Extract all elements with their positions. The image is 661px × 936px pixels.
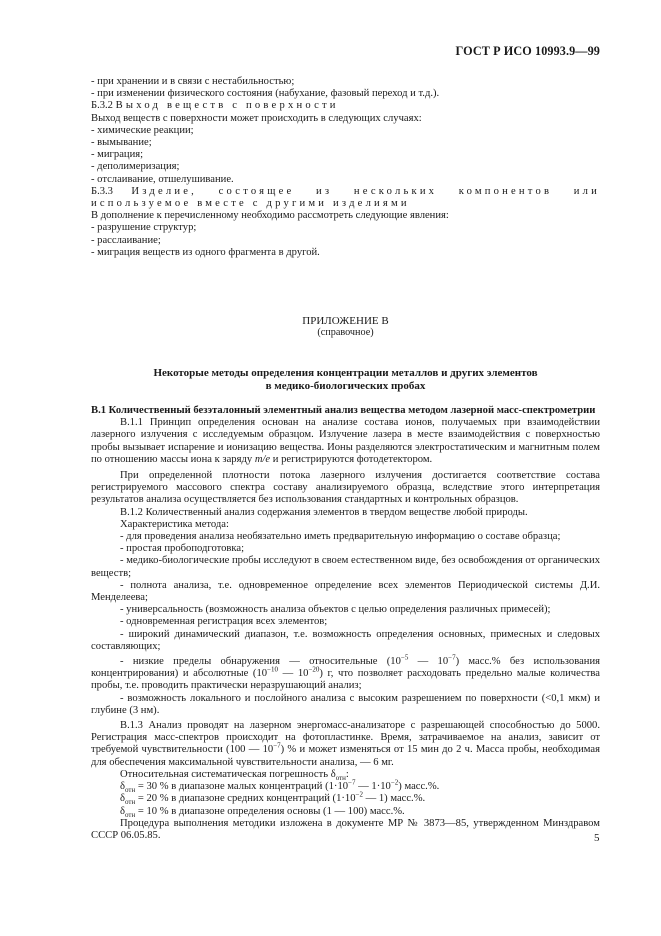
text-run: δ <box>120 793 125 805</box>
list-item: - одновременная регистрация всех элементов; <box>120 616 328 628</box>
list-item: - универсальность (возможность анализа объектов с целью определения различных примесей); <box>120 604 551 616</box>
document-code-header: ГОСТ Р ИСО 10993.9—99 <box>455 44 600 58</box>
text-run: - низкие пределы обнаружения — относительные (10 <box>120 656 401 668</box>
list-item <box>91 653 601 693</box>
exponent: −7 <box>273 741 281 750</box>
appendix-heading-line: в медико-биологических пробах <box>265 379 426 392</box>
paragraph: Характеристика метода: <box>120 518 229 530</box>
list-item: - полнота анализа, т.е. одновременное определение всех элементов Периодической системы Д.И. Менделеева; <box>91 579 600 604</box>
text-run: ) масс.%. <box>398 781 440 793</box>
text-run: = 10 % в диапазоне определения основы (1 — 100) масс.%. <box>135 805 405 817</box>
list-item: - вымывание; <box>91 137 152 149</box>
paragraph: В дополнение к перечисленному необходимо рассмотреть следующие явления: <box>91 210 449 222</box>
list-item: - простая пробоподготовка; <box>120 543 245 555</box>
subsection-b33-heading <box>91 186 600 210</box>
exponent: −20 <box>308 665 320 674</box>
text-run: Относительная систематическая погрешность δ <box>120 768 336 780</box>
text-run: — 10 <box>408 656 449 668</box>
text-run: — 1) масс.%. <box>362 793 426 805</box>
section-b3-continuation <box>91 76 600 259</box>
text-run: : <box>345 768 349 780</box>
formula-me: m/e <box>254 453 271 465</box>
text-run: — 1·10 <box>355 781 391 793</box>
subscript: отн <box>125 786 136 795</box>
list-item: - при изменении физического состояния (набухание, фазовый переход и т.д.). <box>91 88 440 100</box>
paragraph <box>91 769 600 781</box>
list-item: - для проведения анализа необязательно иметь предварительную информацию о составе образца; <box>120 531 561 543</box>
text-run: — 10 <box>278 668 309 680</box>
page-number: 5 <box>594 832 600 844</box>
section-heading: В.1 Количественный безэталонный элементный анализ вещества методом лазерной масс-спектрометрии <box>91 405 596 416</box>
text-run: = 30 % в диапазоне малых концентраций (1·10 <box>135 781 349 793</box>
paragraph <box>91 720 600 769</box>
list-item: - расслаивание; <box>91 234 161 246</box>
error-line <box>91 806 600 818</box>
text-run: = 20 % в диапазоне средних концентраций (1·10 <box>135 793 356 805</box>
subsection-number: Б.3.2 <box>91 100 113 112</box>
list-item: - возможность локального и послойного анализа с высоким разрешением по поверхности (<0,1 мкм) и глубине (3 нм). <box>91 692 600 716</box>
text-run: ) масс.% без использования концентрирования) и абсолютные (10 <box>91 656 601 680</box>
exponent: −2 <box>355 790 363 799</box>
appendix-title-block <box>91 315 600 339</box>
appendix-subtitle: (справочное) <box>317 327 374 339</box>
list-item: - миграция веществ из одного фрагмента в другой. <box>91 246 320 258</box>
list-item: - миграция; <box>91 149 144 161</box>
error-line <box>91 790 600 807</box>
text-run: В.1.1 Принцип определения основан на анализе состава ионов, получаемых при взаимодействии лазерного излучения с исследуемым образцом. Излучение лазера в месте взаимодействия с поверхностью пробы вызывает испарение и ионизацию вещества. Ионы разделяются электростатическим и магнитным полем по отношению массы иона к заряду <box>91 417 600 465</box>
list-item: - деполимеризация; <box>91 161 180 173</box>
list-item: - химические реакции; <box>91 124 194 136</box>
subscript: отн <box>335 774 346 782</box>
exponent: −10 <box>267 665 278 674</box>
paragraph: В.1.2 Количественный анализ содержания элементов в твердом веществе любой природы. <box>120 506 528 518</box>
exponent: −7 <box>348 778 356 787</box>
exponent: −5 <box>400 653 409 662</box>
appendix-heading-line: Некоторые методы определения концентрации металлов и других элементов <box>153 367 538 379</box>
subsection-b32-heading <box>91 100 600 112</box>
appendix-heading <box>91 367 600 392</box>
appendix-title: ПРИЛОЖЕНИЕ В <box>302 315 389 327</box>
list-item: - при хранении и в связи с нестабильностью; <box>91 76 295 87</box>
paragraph <box>91 417 600 466</box>
text-run: δ <box>120 781 125 793</box>
error-line <box>91 778 600 795</box>
text-run: В.1.3 Анализ проводят на лазерном энергомасс-анализаторе с разрешающей способностью до 5000. Регистрация масс-спектров происходит на фотопластинке. Время, затрачиваемое на анализ, зависит от требуемой чувствительности (100 — 10 <box>91 720 600 756</box>
paragraph: Выход веществ с поверхности может происходить в следующих случаях: <box>91 112 422 124</box>
list-item: - широкий динамический диапазон, т.е. возможность определения основных, примесных и следовых составляющих; <box>91 628 600 652</box>
subsection-title: Изделие, состоящее из нескольких компонентов или используемое вместе с другими изделиями <box>91 185 600 210</box>
exponent: −7 <box>448 653 456 662</box>
text-run: δ <box>120 805 125 817</box>
paragraph: Процедура выполнения методики изложена в документе МР № 3873—85, утвержденном Минздравом СССР 06.05.85. <box>91 817 600 841</box>
section-v1 <box>91 405 600 842</box>
exponent: −2 <box>390 778 399 787</box>
list-item: - медико-биологические пробы исследуют в своем естественном виде, без освобождения от органических веществ; <box>91 555 600 579</box>
list-item: - разрушение структур; <box>91 222 197 234</box>
text-run: ) % и может изменяться от 15 мин до 2 ч. Масса пробы, необходимая для обеспечения максимальной чувствительности анализа, — 6 мг. <box>91 744 600 768</box>
text-run: и регистрируются фотодетектором. <box>270 453 433 465</box>
subsection-title: Выход веществ с поверхности <box>115 100 339 112</box>
list-item: - отслаивание, отшелушивание. <box>91 173 234 185</box>
text-run: ) г, что позволяет расходовать предельно малые количества пробы, т.е. проводить практически неразрушающий анализ; <box>91 668 601 692</box>
subsection-number: Б.3.3 <box>91 185 113 197</box>
subscript: отн <box>125 810 136 819</box>
subscript: отн <box>125 798 136 807</box>
paragraph: При определенной плотности потока лазерного излучения достигается соответствие состава регистрируемого массового спектра составу анализируемого образца, вследствие этого интерпретация результатов анализа осуществляется без использования стандартных и контрольных образцов. <box>91 470 600 506</box>
